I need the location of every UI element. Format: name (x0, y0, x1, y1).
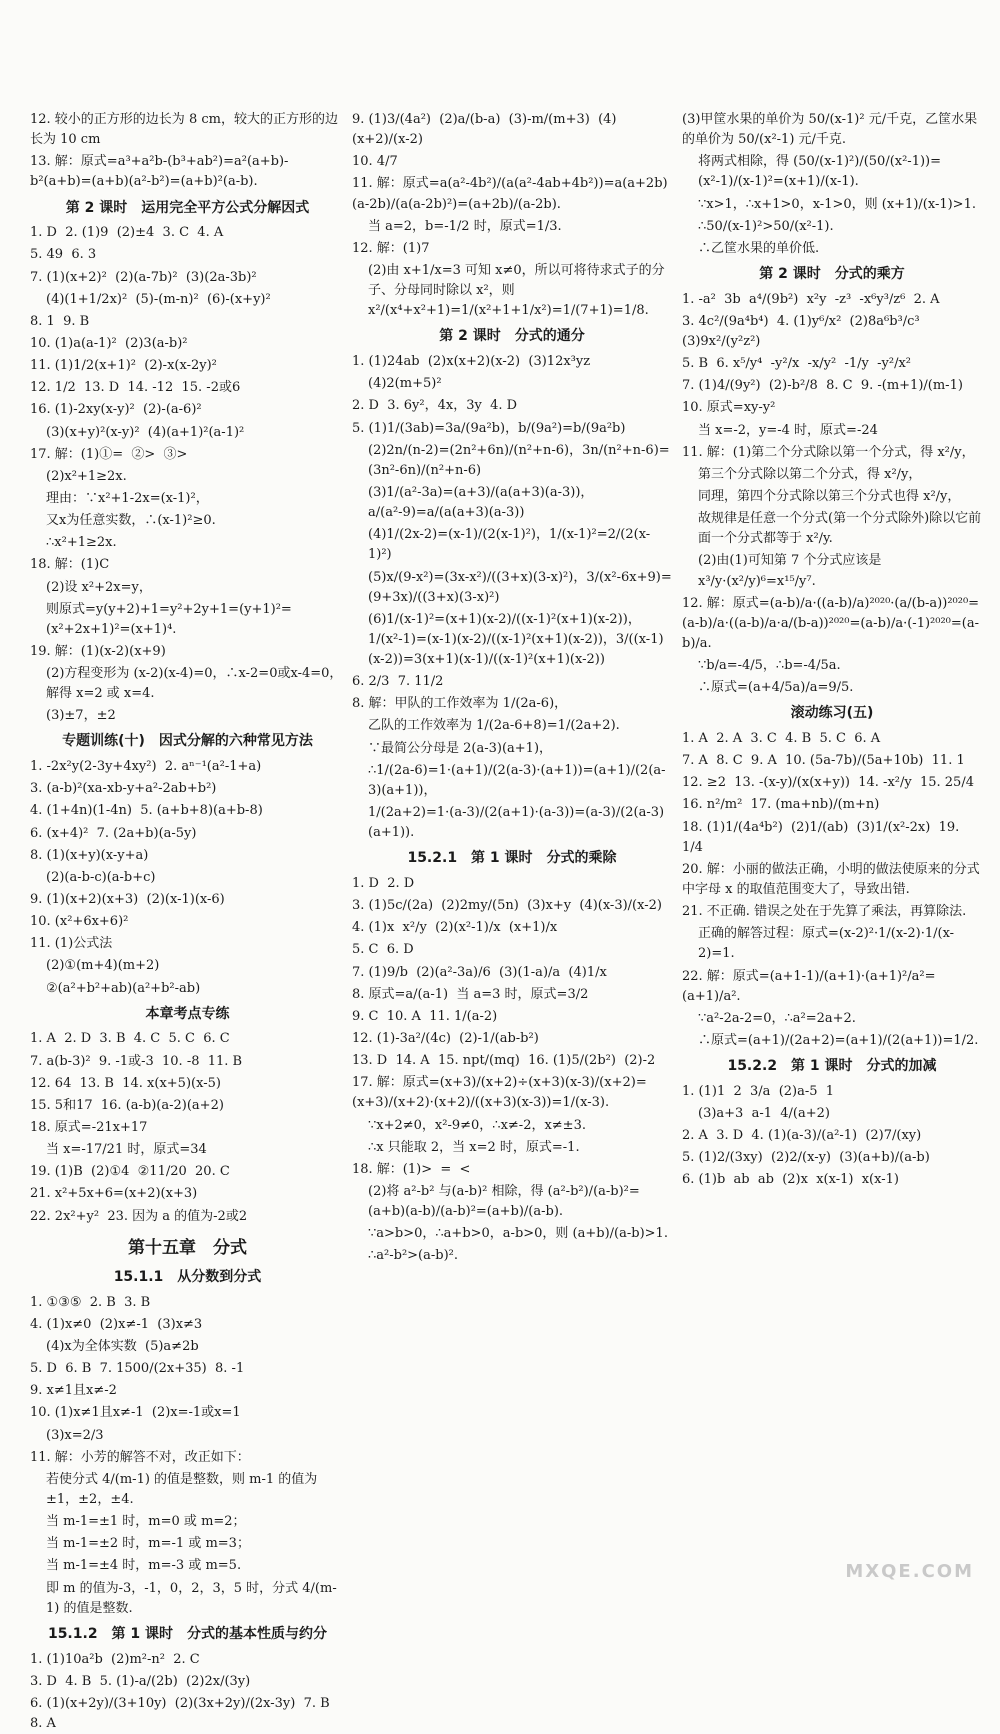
answer-line: 12. 1/2 13. D 14. -12 15. -2或6 (30, 380, 241, 396)
section-heading: 第十五章 分式 (128, 1237, 247, 1258)
answer-line: 7. A 8. C 9. A 10. (5a-7b)/(5a+10b) 11. 1 (682, 753, 965, 769)
answer-line: 3. 4c²/(9a⁴b⁴) 4. (1)y⁶/x² (2)8a⁶b³/c³ (3)9x²/(y²z²) (682, 313, 928, 349)
answer-line: 9. x≠1且x≠-2 (30, 1383, 117, 1399)
section-heading: 15.2.2 第 1 课时 分式的加减 (727, 1058, 937, 1075)
answer-line: 10. 4/7 (352, 154, 398, 170)
section-heading: 第 2 课时 分式的乘方 (759, 265, 905, 282)
answer-line: 16. (1)-2xy(x-y)² (2)-(a-6)² (30, 402, 202, 418)
answer-line: 11. 解：(1)第二个分式除以第一个分式，得 x²/y， (682, 444, 975, 460)
answer-line: ∴50/(x-1)²>50/(x²-1). (698, 218, 834, 234)
answer-line: 1. ①③⑤ 2. B 3. B (30, 1294, 151, 1310)
answer-line: ∴x²+1≥2x. (46, 535, 117, 551)
answer-line: 8. 1 9. B (30, 313, 90, 329)
answer-line: (2)由 x+1/x=3 可知 x≠0，所以可将待求式子的分子、分母同时除以 x²，则 x²/(x⁴+x²+1)=1/(x²+1+1/x²)=1/(7+1)=1/8. (368, 262, 665, 319)
answer-line: ∴x 只能取 2，当 x=2 时，原式=-1. (368, 1139, 580, 1155)
section-heading: 专题训练(十) 因式分解的六种常见方法 (62, 733, 313, 750)
answer-line: 21. 不正确. 错误之处在于先算了乘法，再算除法. (682, 904, 967, 920)
answer-line: 20. 解：小丽的做法正确，小明的做法使原来的分式中字母 x 的取值范围变大了，导致出错. (682, 861, 980, 898)
answer-line: (4)2(m+5)² (368, 376, 442, 392)
answer-line: 18. 原式=-21x+17 (30, 1119, 148, 1135)
answer-line: 9. C 10. A 11. 1/(a-2) (352, 1008, 498, 1024)
answer-line: 10. (1)a(a-1)² (2)3(a-b)² (30, 335, 188, 351)
answer-line: (4)(1+1/2x)² (5)-(m-n)² (6)-(x+y)² (46, 291, 271, 307)
answer-column-left (30, 110, 345, 1731)
answer-line: (2)①(m+4)(m+2) (46, 958, 160, 974)
answer-line: (4)1/(2x-2)=(x-1)/(2(x-1)²)，1/(x-1)²=2/(2(x-1)²) (368, 527, 651, 563)
answer-line: (2)2n/(n-2)=(2n²+6n)/(n²+n-6)，3n/(n²+n-6)=(3n²-6n)/(n²+n-6) (368, 442, 670, 478)
answer-line: 17. 解：原式=(x+3)/(x+2)÷(x+3)(x-3)/(x+2)=(x+3)/(x+2)·(x+2)/((x+3)(x-3))=1/(x-3). (352, 1075, 647, 1111)
answer-line: 3. (a-b)²(xa-xb-y+a²-2ab+b²) (30, 781, 217, 797)
answer-line: 当 m-1=±1 时，m=0 或 m=2； (46, 1514, 246, 1530)
answer-line: 1. -2x²y(2-3y+4xy²) 2. aⁿ⁻¹(a²-1+a) (30, 759, 262, 775)
answer-line: 同理，第四个分式除以第三个分式也得 x²/y， (698, 488, 961, 504)
answer-line: 22. 解：原式=(a+1-1)/(a+1)·(a+1)²/a²=(a+1)/a². (682, 968, 936, 1004)
answer-line: 11. (1)1/2(x+1)² (2)-x(x-2y)² (30, 358, 217, 374)
answer-line: 1. D 2. (1)9 (2)±4 3. C 4. A (30, 225, 224, 241)
answer-line: 当 x=-2，y=-4 时，原式=-24 (698, 422, 878, 438)
answer-line: 16. n²/m² 17. (ma+nb)/(m+n) (682, 797, 880, 813)
answer-line: 5. 49 6. 3 (30, 247, 97, 263)
answer-column-middle (352, 110, 672, 1560)
answer-line: 2. D 3. 6y²，4x，3y 4. D (352, 398, 518, 414)
answer-line: 12. 64 13. B 14. x(x+5)(x-5) (30, 1075, 221, 1091)
answer-line: 1. (1)1 2 3/a (2)a-5 1 (682, 1083, 835, 1099)
answer-line: (3)a+3 a-1 4/(a+2) (698, 1105, 830, 1121)
answer-line: 则原式=y(y+2)+1=y²+2y+1=(y+1)²=(x²+2x+1)²=(x+1)⁴. (46, 601, 292, 637)
answer-line: ∴原式=(a+4/5a)/a=9/5. (698, 680, 854, 696)
answer-line: 11. (1)公式法 (30, 936, 113, 952)
answer-line: 4. (1+4n)(1-4n) 5. (a+b+8)(a+b-8) (30, 803, 263, 819)
answer-line: 乙队的工作效率为 1/(2a-6+8)=1/(2a+2). (368, 718, 620, 734)
answer-line: 12. (1)-3a²/(4c) (2)-1/(ab-b²) (352, 1031, 539, 1046)
answer-line: (2)x²+1≥2x. (46, 468, 127, 484)
answer-line: 第三个分式除以第二个分式，得 x²/y， (698, 466, 922, 482)
answer-line: 22. 2x²+y² 23. 因为 a 的值为-2或2 (30, 1208, 248, 1224)
answer-line: 7. a(b-3)² 9. -1或-3 10. -8 11. B (30, 1053, 243, 1069)
answer-line: 13. D 14. A 15. npt/(mq) 16. (1)5/(2b²) (2)-2 (352, 1053, 656, 1069)
answer-line: ∵a>b>0，∴a+b>0，a-b>0，则 (a+b)/(a-b)>1. (368, 1226, 668, 1242)
answer-line: 即 m 的值为-3，-1，0，2，3，5 时，分式 4/(m-1) 的值是整数. (46, 1580, 337, 1616)
answer-line: 13. 解：原式=a³+a²b-(b³+ab²)=a²(a+b)-b²(a+b)=(a+b)(a²-b²)=(a+b)²(a-b). (30, 154, 289, 190)
section-heading: 15.1.1 从分数到分式 (113, 1269, 262, 1286)
section-heading: 第 2 课时 运用完全平方公式分解因式 (65, 199, 310, 216)
answer-line: (6)1/(x-1)²=(x+1)(x-2)/((x-1)²(x+1)(x-2))，1/(x²-1)=(x-1)(x-2)/((x-1)²(x+1)(x-2))，3/((x-1)(x-2))=3(x+1)(x-1)/((x-1)²(x+1)(x-2)) (368, 611, 664, 668)
answer-line: 6. (1)(x+2y)/(3+10y) (2)(3x+2y)/(2x-3y) 7. B 8. A (30, 1695, 338, 1731)
answer-line: ∵最简公分母是 2(a-3)(a+1)， (368, 740, 553, 756)
answer-line: 当 m-1=±2 时，m=-1 或 m=3； (46, 1536, 250, 1552)
answer-line: 当 m-1=±4 时，m=-3 或 m=5. (46, 1558, 242, 1574)
section-heading: 本章考点专练 (145, 1005, 230, 1022)
answer-line: ∵a²-2a-2=0，∴a²=2a+2. (698, 1010, 856, 1026)
section-heading: 滚动练习(五) (790, 705, 874, 722)
answer-line: 12. ≥2 13. -(x-y)/(x(x+y)) 14. -x²/y 15. 25/4 (682, 775, 974, 791)
answer-line: 19. (1)B (2)①4 ②11/20 20. C (30, 1164, 230, 1180)
answer-line: ∵x>1，∴x+1>0，x-1>0，则 (x+1)/(x-1)>1. (698, 196, 976, 212)
answer-line: 12. 解：原式=(a-b)/a·((a-b)/a)²⁰²⁰·(a/(b-a))²⁰²⁰=(a-b)/a·((a-b)/a·a/(b-a))²⁰²⁰=(a-b)/a·(-1)²⁰²⁰=(a-b)/a. (682, 595, 980, 651)
answer-line: (2)设 x²+2x=y， (46, 579, 152, 595)
answer-line: 5. (1)2/(3xy) (2)2/(x-y) (3)(a+b)/(a-b) (682, 1150, 930, 1166)
answer-line: (2)由(1)可知第 7 个分式应该是 x³/y·(x²/y)⁶=x¹⁵/y⁷. (698, 553, 886, 589)
answer-line: 理由：∵x²+1-2x=(x-1)²， (46, 490, 209, 506)
answer-line: 7. (1)4/(9y²) (2)-b²/8 8. C 9. -(m+1)/(m-1) (682, 378, 963, 394)
answer-line: 1. -a² 3b a⁴/(9b²) x²y -z³ -x⁶y³/z⁶ 2. A (682, 291, 940, 307)
answer-line: (3)±7，±2 (46, 708, 116, 724)
answer-line: 1. A 2. D 3. B 4. C 5. C 6. C (30, 1031, 230, 1047)
answer-line: 12. 较小的正方形的边长为 8 cm，较大的正方形的边长为 10 cm (30, 112, 338, 148)
answer-line: (3)甲筐水果的单价为 50/(x-1)² 元/千克，乙筐水果的单价为 50/(x²-1) 元/千克. (682, 112, 978, 148)
answer-line: 17. 解：(1)①= ②> ③> (30, 446, 188, 462)
answer-line: 4. (1)x x²/y (2)(x²-1)/x (x+1)/x (352, 920, 558, 936)
answer-line: 若使分式 4/(m-1) 的值是整数，则 m-1 的值为±1，±2，±4. (46, 1471, 318, 1507)
answer-line: 12. 解：(1)7 (352, 240, 430, 256)
answer-line: (3)(x+y)²(x-y)² (4)(a+1)²(a-1)² (46, 424, 245, 440)
site-watermark: MXQE.COM (845, 1561, 974, 1582)
section-heading: 15.1.2 第 1 课时 分式的基本性质与约分 (47, 1625, 328, 1642)
answer-line: 1. (1)10a²b (2)m²-n² 2. C (30, 1651, 200, 1667)
answer-line: 19. 解：(1)(x-2)(x+9) (30, 643, 166, 659)
answer-line: 10. (1)x≠1且x≠-1 (2)x=-1或x=1 (30, 1405, 241, 1421)
answer-line: 1. D 2. D (352, 876, 415, 892)
answer-line: 10. 原式=xy-y² (682, 400, 776, 416)
answer-line: 11. 解：原式=a(a²-4b²)/(a(a²-4ab+4b²))=a(a+2b)(a-2b)/(a(a-2b)²)=(a+2b)/(a-2b). (352, 176, 668, 212)
answer-line: 4. (1)x≠0 (2)x≠-1 (3)x≠3 (30, 1316, 203, 1332)
answer-line: ∵x+2≠0，x²-9≠0，∴x≠-2，x≠±3. (368, 1117, 586, 1133)
answer-line: 6. (x+4)² 7. (2a+b)(a-5y) (30, 825, 197, 841)
answer-line: 11. 解：小芳的解答不对，改正如下： (30, 1449, 250, 1465)
answer-line: 正确的解答过程：原式=(x-2)²·1/(x-2)·1/(x-2)=1. (698, 926, 955, 962)
answer-line: (2)将 a²-b² 与(a-b)² 相除，得 (a²-b²)/(a-b)²=(a+b)(a-b)/(a-b)²=(a+b)/(a-b). (368, 1183, 640, 1220)
answer-line: 15. 5和17 16. (a-b)(a-2)(a+2) (30, 1097, 224, 1113)
answer-line: 7. (1)9/b (2)(a²-3a)/6 (3)(1-a)/a (4)1/x (352, 964, 607, 980)
answer-line: 5. B 6. x⁵/y⁴ -y²/x -x/y² -1/y -y²/x² (682, 356, 912, 372)
section-heading: 15.2.1 第 1 课时 分式的乘除 (407, 850, 617, 867)
answer-line: 故规律是任意一个分式(第一个分式除外)除以它前面一个分式都等于 x²/y. (698, 511, 982, 547)
answer-line: 5. C 6. D (352, 942, 414, 958)
answer-line: 3. (1)5c/(2a) (2)2my/(5n) (3)x+y (4)(x-3)/(x-2) (352, 898, 662, 914)
answer-line: (4)x为全体实数 (5)a≠2b (46, 1338, 199, 1354)
answer-line: 9. (1)(x+2)(x+3) (2)(x-1)(x-6) (30, 892, 225, 908)
answer-line: 18. (1)1/(4a⁴b²) (2)1/(ab) (3)1/(x²-2x) 19. 1/4 (682, 819, 964, 855)
answer-line: ∴1/(2a-6)=1·(a+1)/(2(a-3)·(a+1))=(a+1)/(2(a-3)(a+1))， (368, 762, 666, 798)
answer-line: 7. (1)(x+2)² (2)(a-7b)² (3)(2a-3b)² (30, 269, 257, 285)
answer-line: (2)方程变形为 (x-2)(x-4)=0，∴x-2=0或x-4=0，解得 x=2 或 x=4. (46, 666, 343, 702)
answer-line: 8. 原式=a/(a-1) 当 a=3 时，原式=3/2 (352, 986, 589, 1002)
answer-line: (5)x/(9-x²)=(3x-x²)/((3+x)(3-x)²)，3/(x²-6x+9)=(9+3x)/((3+x)(3-x)²) (368, 569, 672, 605)
answer-line: 8. 解：甲队的工作效率为 1/(2a-6)， (352, 696, 568, 712)
answer-line: 又x为任意实数，∴(x-1)²≥0. (46, 513, 216, 529)
answer-line: 10. (x²+6x+6)² (30, 914, 129, 930)
answer-line: 18. 解：(1)C (30, 557, 110, 573)
answer-line: 1. A 2. A 3. C 4. B 5. C 6. A (682, 731, 881, 747)
answer-line: 6. 2/3 7. 11/2 (352, 674, 444, 690)
answer-line: 2. A 3. D 4. (1)(a-3)/(a²-1) (2)7/(xy) (682, 1128, 922, 1144)
answer-line: 当 a=2，b=-1/2 时，原式=1/3. (368, 218, 562, 234)
answer-line: ∵b/a=-4/5，∴b=-4/5a. (698, 658, 841, 674)
answer-line: ②(a²+b²+ab)(a²+b²-ab) (46, 980, 201, 996)
answer-line: 5. D 6. B 7. 1500/(2x+35) 8. -1 (30, 1361, 245, 1377)
answer-line: 1. (1)24ab (2)x(x+2)(x-2) (3)12x³yz (352, 354, 591, 370)
answer-line: (2)(a-b-c)(a-b+c) (46, 869, 156, 885)
answer-line: 当 x=-17/21 时，原式=34 (46, 1142, 207, 1158)
answer-line: 21. x²+5x+6=(x+2)(x+3) (30, 1186, 198, 1202)
answer-line: (3)1/(a²-3a)=(a+3)/(a(a+3)(a-3))，a/(a²-9)=a/(a(a+3)(a-3)) (368, 484, 594, 521)
answer-line: 8. (1)(x+y)(x-y+a) (30, 847, 149, 863)
answer-line: ∴a²-b²>(a-b)². (368, 1248, 459, 1264)
answer-line: 5. (1)1/(3ab)=3a/(9a²b)，b/(9a²)=b/(9a²b) (352, 420, 626, 436)
answer-line: 6. (1)b ab ab (2)x x(x-1) x(x-1) (682, 1172, 899, 1188)
answer-line: ∴乙筐水果的单价低. (698, 240, 820, 256)
section-heading: 第 2 课时 分式的通分 (439, 328, 585, 345)
answer-line: (3)x=2/3 (46, 1427, 104, 1443)
answer-column-right (682, 110, 982, 1560)
answer-line: 将两式相除，得 (50/(x-1)²)/(50/(x²-1))=(x²-1)/(x-1)²=(x+1)/(x-1). (698, 154, 942, 190)
answer-line: 1/(2a+2)=1·(a-3)/(2(a+1)·(a-3))=(a-3)/(2(a-3)(a+1)). (368, 805, 665, 841)
answer-line: ∴原式=(a+1)/(2a+2)=(a+1)/(2(a+1))=1/2. (698, 1033, 979, 1048)
answer-line: 3. D 4. B 5. (1)-a/(2b) (2)2x/(3y) (30, 1673, 251, 1689)
answer-line: 9. (1)3/(4a²) (2)a/(b-a) (3)-m/(m+3) (4)(x+2)/(x-2) (352, 112, 617, 148)
answer-line: 18. 解：(1)> = < (352, 1161, 471, 1177)
